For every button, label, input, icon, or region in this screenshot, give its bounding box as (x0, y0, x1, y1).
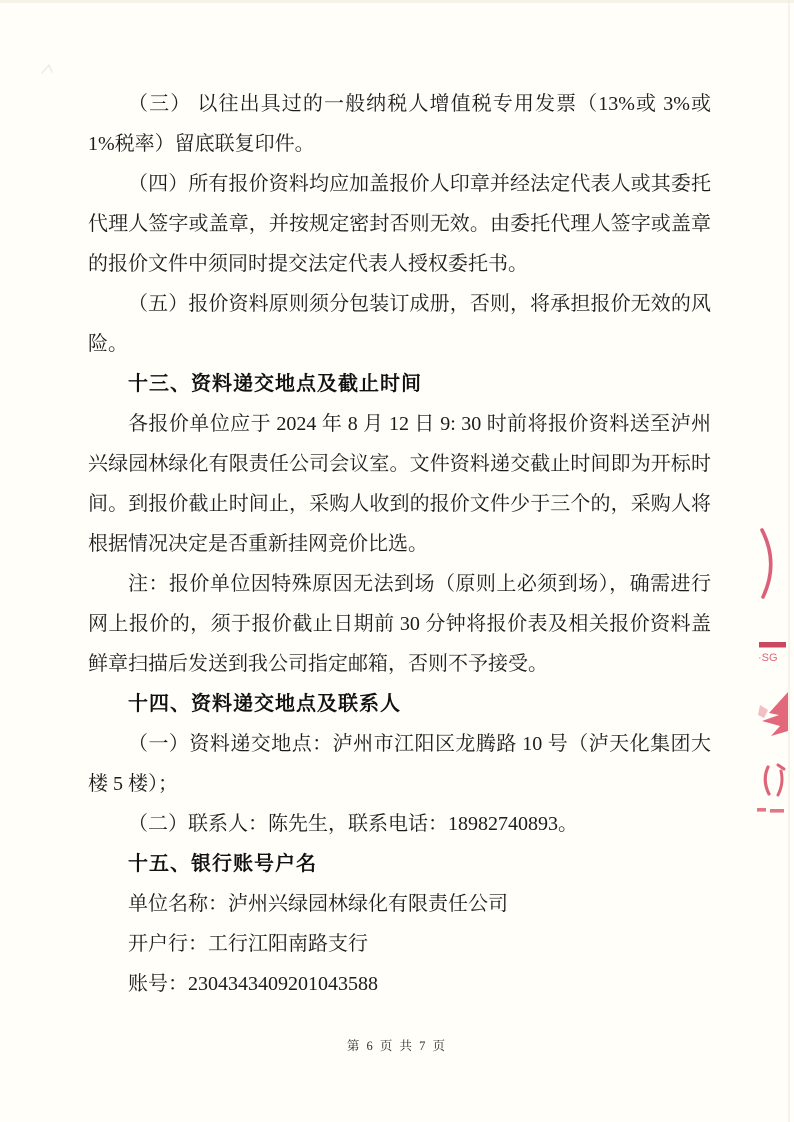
paragraph-contact: （二）联系人：陈先生，联系电话：18982740893。 (128, 813, 578, 835)
seal-bar (759, 642, 786, 648)
page-footer (0, 1036, 794, 1054)
paragraph-deadline: 各报价单位应于 2024 年 8 月 12 日 9: 30 时前将报价资料送至泸州兴绿园林绿化有限责任公司会议室。文件资料递交截止时间即为开标时间。到报价截止时间止，采购人收到的报价文件少于三个的，采购人将根据情况决定是否重新挂网竞价比选。 (88, 413, 711, 555)
section-heading-14: 十四、资料递交地点及联系人 (128, 693, 401, 715)
red-seal-fragment (754, 520, 794, 820)
seal-glyph-1 (765, 767, 769, 794)
scan-artifact (38, 60, 58, 80)
page-number-text: 第 6 页 共 7 页 (346, 1039, 448, 1053)
section-heading-15: 十五、银行账号户名 (128, 853, 317, 875)
paragraph-address: （一）资料递交地点：泸州市江阳区龙腾路 10 号（泸天化集团大楼 5 楼）； (88, 733, 711, 795)
paragraph-item-5: （五）报价资料原则须分包装订成册，否则，将承担报价无效的风险。 (88, 293, 711, 355)
paragraph-item-4: （四）所有报价资料均应加盖报价人印章并经法定代表人或其委托代理人签字或盖章，并按规定密封否则无效。由委托代理人签字或盖章的报价文件中须同时提交法定代表人授权委托书。 (88, 173, 711, 275)
seal-dash-2 (770, 809, 784, 813)
seal-letters: ·SG (758, 652, 778, 664)
paragraph-account-number: 账号：2304343409201043588 (128, 973, 378, 995)
seal-dash-1 (757, 808, 766, 812)
page-top-edge (0, 0, 794, 3)
paragraph-item-3: （三） 以往出具过的一般纳税人增值税专用发票（13%或 3%或 1%税率）留底联复印件。 (88, 93, 711, 155)
document-content (88, 84, 711, 1004)
seal-arc (762, 530, 771, 597)
paragraph-company-name: 单位名称：泸州兴绿园林绿化有限责任公司 (128, 893, 508, 915)
seal-arrow-speckle (758, 705, 768, 718)
section-heading-13: 十三、资料递交地点及截止时间 (128, 373, 422, 395)
paragraph-bank-branch: 开户行：工行江阳南路支行 (128, 933, 368, 955)
paragraph-note: 注：报价单位因特殊原因无法到场（原则上必须到场），确需进行网上报价的，须于报价截止日期前 30 分钟将报价表及相关报价资料盖鲜章扫描后发送到我公司指定邮箱，否则不予接受。 (88, 573, 711, 675)
seal-glyph-2 (778, 765, 784, 795)
